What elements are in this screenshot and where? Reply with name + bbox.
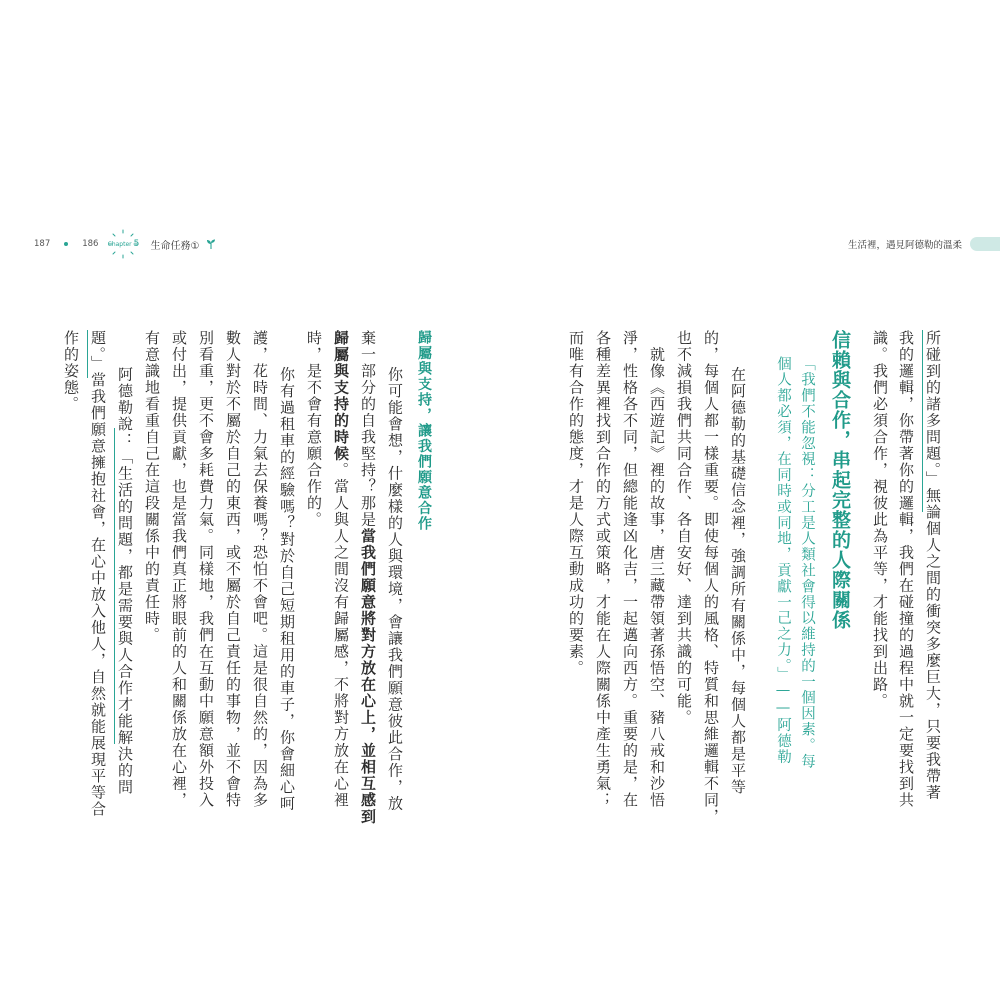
dot-separator	[64, 242, 68, 246]
quote-line: 個人都必須，在同時或同地，貢獻一己之力。」——阿德勒	[775, 356, 791, 766]
body-line: 阿德勒說：「生活的問題，都是需要與人合作才能解決的問	[116, 350, 134, 796]
running-title: 生活裡，遇見阿德勒的溫柔	[847, 239, 962, 251]
body-line: 也不減損我們共同合作、各自安好、達到共識的可能。	[675, 330, 693, 726]
body-line: 題。」當我們願意擁抱社會，在心中放入他人，自然就能展現平等合	[89, 330, 107, 818]
body-line: 我的邏輯，你帶著你的邏輯，我們在碰撞的過程中就一定要找到共	[897, 330, 915, 809]
body-line: 而唯有合作的態度，才是人際互動成功的要素。	[567, 330, 585, 677]
section-heading: 信賴與合作，串起完整的人際關係	[829, 330, 851, 630]
body-line: 作的姿態。	[62, 330, 80, 413]
body-line: 識。我們必須合作，視彼此為平等，才能找到出路。	[871, 330, 889, 710]
highlight-bar	[922, 330, 923, 512]
highlight-bar	[114, 428, 115, 744]
body-line: 淨，性格各不同，但總能逢凶化吉，一起邁向西方。重要的是，在	[621, 330, 639, 809]
body-line: 各種差異裡找到合作的方式或策略，才能在人際關係中產生勇氣；	[594, 330, 612, 809]
text-run: 。當人與人之間沒有歸屬感，不將對方放在心裡	[332, 462, 350, 809]
body-line: 別看重，更不會多耗費力氣。同樣地，我們在互動中願意額外投入	[197, 330, 215, 809]
body-line: 護，花時間、力氣去保養嗎？恐怕不會吧。這是很自然的，因為多	[251, 330, 269, 809]
body-line: 在阿德勒的基礎信念裡，強調所有關係中，每個人都是平等	[729, 350, 747, 796]
running-title-tab	[970, 237, 1000, 251]
running-header-right	[848, 236, 1000, 251]
body-line: 數人對於不屬於自己的東西，或不屬於自己責任的事物，並不會特	[224, 330, 242, 809]
body-line: 就像《西遊記》裡的故事，唐三藏帶領著孫悟空、豬八戒和沙悟	[648, 330, 666, 809]
body-line: 你可能會想，什麼樣的人與環境，會讓我們願意彼此合作，放	[386, 350, 404, 812]
chapter-title: 生命任務①	[150, 240, 200, 252]
body-line	[360, 330, 375, 825]
sub-heading: 歸屬與支持，讓我們願意合作	[416, 330, 432, 532]
page-number-187: 187	[34, 239, 51, 249]
text-run: 棄一部分的自我堅持？那是	[359, 330, 377, 528]
body-line: 的，每個人都一樣重要。即使每個人的風格、特質和思維邏輯不同，	[702, 330, 720, 825]
quote-line: 「我們不能忽視：分工是人類社會得以維持的一個因素。每	[799, 356, 815, 770]
page-number-186: 186	[82, 239, 99, 249]
running-header-left	[34, 234, 217, 254]
body-line: 或付出，提供貢獻，也是當我們真正將眼前的人和關係放在心裡，	[170, 330, 188, 809]
body-line: 你有過租車的經驗嗎？對於自己短期租用的車子，你會細心呵	[278, 350, 296, 812]
emphasis-run: 當我們願意將對方放在心上，並相互感到	[359, 528, 377, 825]
highlight-bar	[87, 330, 88, 378]
sprout-icon	[205, 238, 217, 250]
body-line: 有意識地看重自己在這段關係中的責任時。	[143, 330, 161, 644]
chapter-label: Chapter 5	[107, 239, 140, 249]
emphasis-run: 歸屬與支持的時候	[332, 330, 350, 462]
body-line	[333, 330, 348, 809]
chapter-badge	[108, 229, 138, 259]
body-line: 時，是不會有意願合作的。	[305, 330, 323, 528]
body-line: 所碰到的諸多問題。」無論個人之間的衝突多麼巨大，只要我帶著	[924, 330, 942, 801]
